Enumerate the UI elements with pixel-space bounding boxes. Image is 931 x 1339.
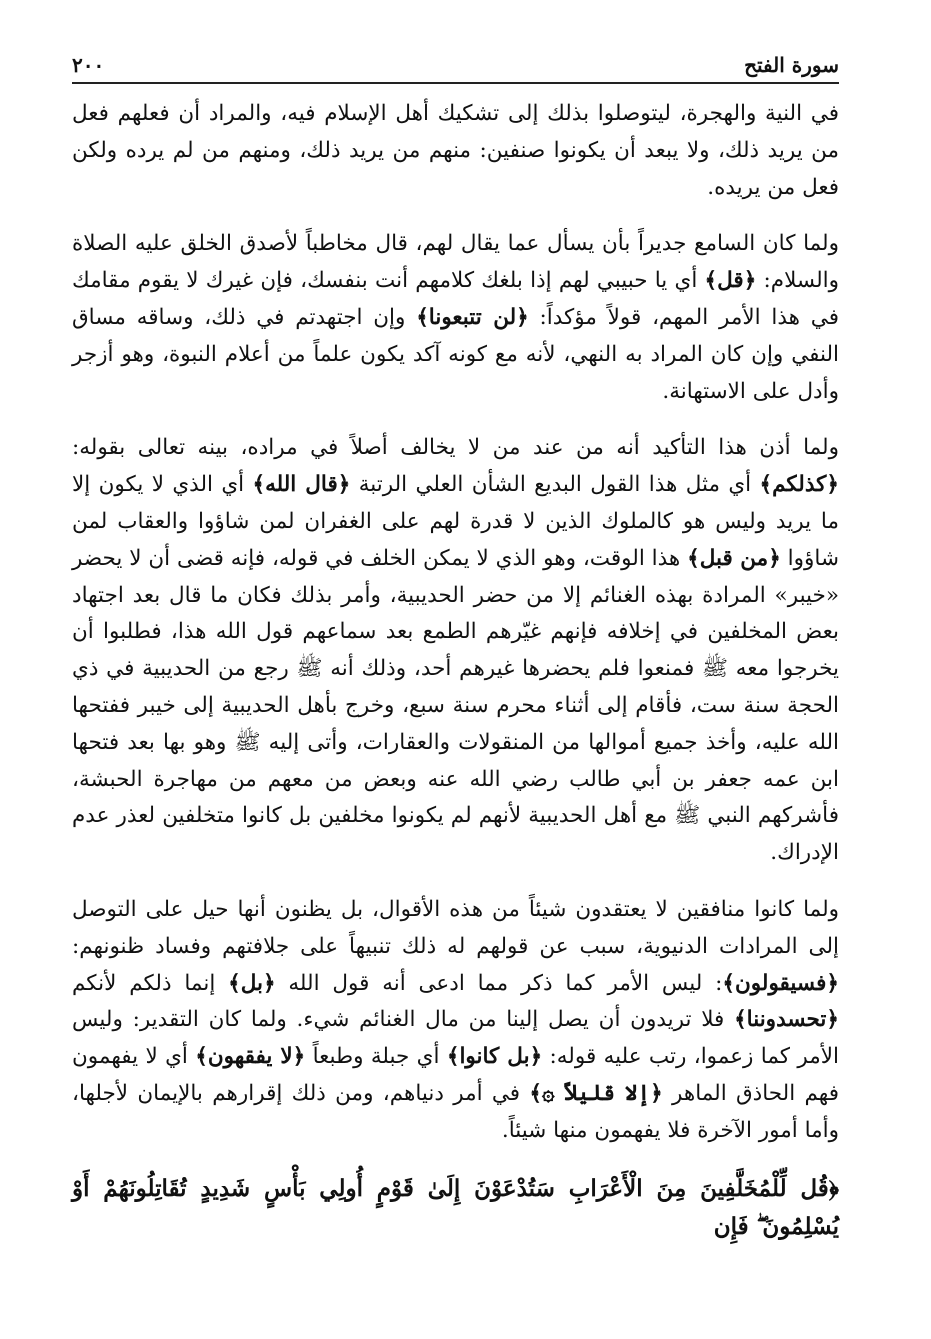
paragraph-1 <box>72 96 839 206</box>
paragraph-text: أي لا يفهمون فهم الحاذق الماهر <box>72 1044 840 1106</box>
quran-quote: ﴿فسيقولون﴾ <box>722 970 839 996</box>
quran-quote: ﴿كذلكم﴾ <box>759 472 839 498</box>
page-header <box>72 48 839 84</box>
paragraph-text: ولما أذن هذا التأكيد أنه من عند من لا يخالف أصلاً في مراده، بينه تعالى بقوله: <box>72 435 839 461</box>
paragraph-2 <box>72 226 839 410</box>
quran-quote: ﴿قال الله﴾ <box>252 472 351 498</box>
paragraph-text: في النية والهجرة، ليتوصلوا بذلك إلى تشكيك أهل الإسلام فيه، والمراد أن فعلهم فعل من يريد ذلك، ولا يبعد أن يكونوا صنفين: منهم من يريد ذلك، ومنهم من لم يرده ولكن فعل من يريده. <box>72 101 839 200</box>
paragraph-text: أي مثل هذا القول البديع الشأن العلي الرتبة <box>350 472 760 498</box>
paragraph-text: هذا الوقت، وهو الذي لا يمكن الخلف في قوله، فإنه قضى أن لا يحضر «خيبر» المرادة بهذه الغنائم إلا من حضر الحديبية، وأمر بذلك فكان ما قال بعد اجتهاد بعض المخلفين في إخلافه فإنهم غيّرهم الطمع بعد سماعهم قول الله هذا، فطلبوا أن يخرجوا معه ﷺ فمنعوا فلم يحضرها غيرهم أحد، وذلك أنه ﷺ رجع من الحديبية في ذي الحجة سنة ست، فأقام إلى أثناء محرم سنة سبع، وخرج بأهل الحديبية إلى خيبر ففتحها الله عليه، وأخذ جميع أموالها من المنقولات والعقارات، وأتى إليه ﷺ وهو بها بعد فتحها ابن عمه جعفر بن أبي طالب رضي الله عنه وبعض من معهم من مهاجرة الحبشة، فأشركهم النبي ﷺ مع أهل الحديبية لأنهم لم يكونوا مخلفين بل كانوا متخلفين لعذر عدم الإدراك. <box>72 545 839 866</box>
page-body <box>72 96 839 1246</box>
paragraph-text: ولما كانوا منافقين لا يعتقدون شيئاً من هذه الأقوال، بل يظنون أنها حيل على التوصل إلى المرادات الدنيوية، سبب عن قولهم له ذلك تنبيهاً على جلافتهم وفساد ظنونهم: <box>72 896 839 959</box>
quran-quote: ﴿بل كانوا﴾ <box>446 1044 543 1070</box>
paragraph-text: في أمر دنياهم، ومن ذلك إقرارهم بالإيمان لأجلها، وأما أمور الآخرة فلا يفهمون منها شيئاً. <box>72 1080 839 1143</box>
quran-quote: ﴿إلا قليلاً ۞﴾ <box>529 1080 663 1106</box>
surah-title: سورة الفتح <box>744 53 839 77</box>
paragraph-text: وإن اجتهدتم في ذلك، وساقه مساق النفي وإن كان المراد به النهي، لأنه مع كونه آكد يكون علماً من أعلام النبوة، وهو أزجر وأدل على الاستهانة. <box>72 304 839 404</box>
paragraph-text: : ليس الأمر كما ذكر مما ادعى أنه قول الله <box>275 970 723 996</box>
paragraph-text: أي جبلة وطبعاً <box>305 1044 447 1070</box>
paragraph-text: فلا تريدون أن يصل إلينا من مال الغنائم شيء. ولما كان التقدير: وليس الأمر كما زعموا، رتب عليه قوله: <box>72 1007 839 1070</box>
quran-verse: ﴿قُل لِّلْمُخَلَّفِينَ مِنَ الْأَعْرَابِ سَتُدْعَوْنَ إِلَىٰ قَوْمٍ أُولِي بَأْسٍ شَدِيدٍ تُقَاتِلُونَهُمْ أَوْ يُسْلِمُونَ ۖ فَإِن <box>72 1174 839 1240</box>
paragraph-text: أي يا حبيبي لهم إذا بلغك كلامهم أنت بنفسك، فإن غيرك لا يقوم مقامك في هذا الأمر المهم، قولاً مؤكداً: <box>72 268 839 330</box>
quran-quote: ﴿من قبل﴾ <box>687 545 781 571</box>
paragraph-text: أي الذي لا يكون إلا ما يريد وليس هو كالملوك الذين لا قدرة لهم على الغفران لمن شاؤوا والعقاب لمن شاؤوا <box>72 472 839 571</box>
quran-quote: ﴿قل﴾ <box>704 268 757 294</box>
paragraph-4 <box>72 892 839 1150</box>
paragraph-text: ولما كان السامع جديراً بأن يسأل عما يقال لهم، قال مخاطباً لأصدق الخلق عليه الصلاة والسلام: <box>72 231 839 294</box>
page-number: ٢٠٠ <box>72 53 105 77</box>
paragraph-3 <box>72 430 839 872</box>
quran-quote: ﴿لن تتبعونا﴾ <box>416 304 529 330</box>
quran-quote: ﴿تحسدوننا﴾ <box>734 1007 839 1033</box>
paragraph-text: إنما ذلكم لأنكم <box>72 970 229 996</box>
quran-quote: ﴿لا يفقهون﴾ <box>195 1044 306 1070</box>
quran-quote: ﴿بل﴾ <box>228 970 276 996</box>
